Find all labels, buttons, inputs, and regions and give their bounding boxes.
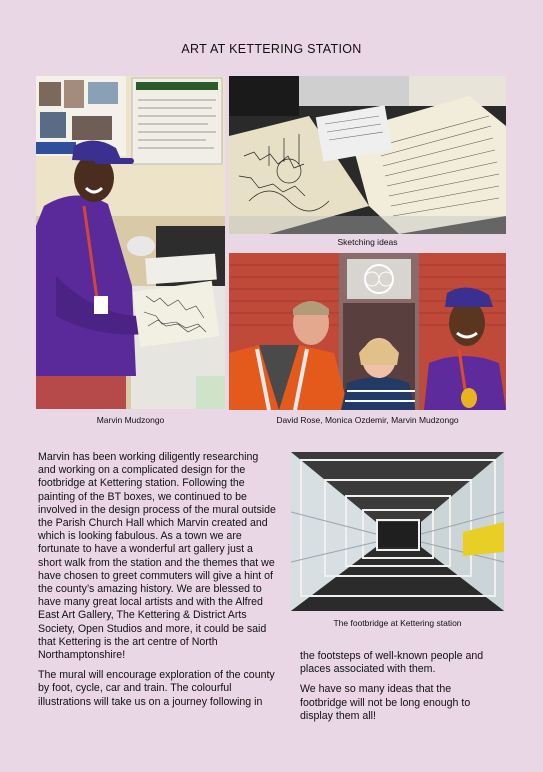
photo-marvin bbox=[36, 76, 225, 409]
paragraph-3: the footsteps of well-known people and places associated with them. bbox=[300, 650, 484, 676]
article-left-column bbox=[38, 451, 278, 716]
caption-marvin: Marvin Mudzongo bbox=[96, 415, 165, 425]
caption-sketching: Sketching ideas bbox=[337, 237, 398, 247]
caption-group: David Rose, Monica Ozdemir, Marvin Mudzongo bbox=[276, 415, 459, 425]
page-title: ART AT KETTERING STATION bbox=[181, 42, 362, 56]
photo-footbridge bbox=[291, 452, 504, 611]
photo-group bbox=[229, 253, 506, 410]
photo-sketching bbox=[229, 76, 506, 234]
caption-footbridge: The footbridge at Kettering station bbox=[333, 618, 462, 628]
paragraph-4: We have so many ideas that the footbridge will not be long enough to display them all! bbox=[300, 683, 471, 722]
article-right-column bbox=[300, 650, 500, 730]
paragraph-1: Marvin has been working diligently researching and working on a complicated design for the footbridge at Kettering station. Following the painting of the BT boxes, we continued to be involved in the design process of the mural outside the Parish Church Hall which Marvin created and which is looking fabulous. As a town we are fortunate to have a wonderful art gallery just a short walk from the station and the themes that we have chosen to greet commuters will give a hint of the county’s amazing history. We are blessed to have many great local artists and with the Alfred East Art Gallery, The Kettering & District Arts Society, Open Studios and more, it could be said that Kettering is the art centre of North Northamptonshire! bbox=[38, 451, 276, 662]
paragraph-2: The mural will encourage exploration of the county by foot, cycle, car and train. The colourful illustrations will take us on a journey following in bbox=[38, 669, 275, 708]
